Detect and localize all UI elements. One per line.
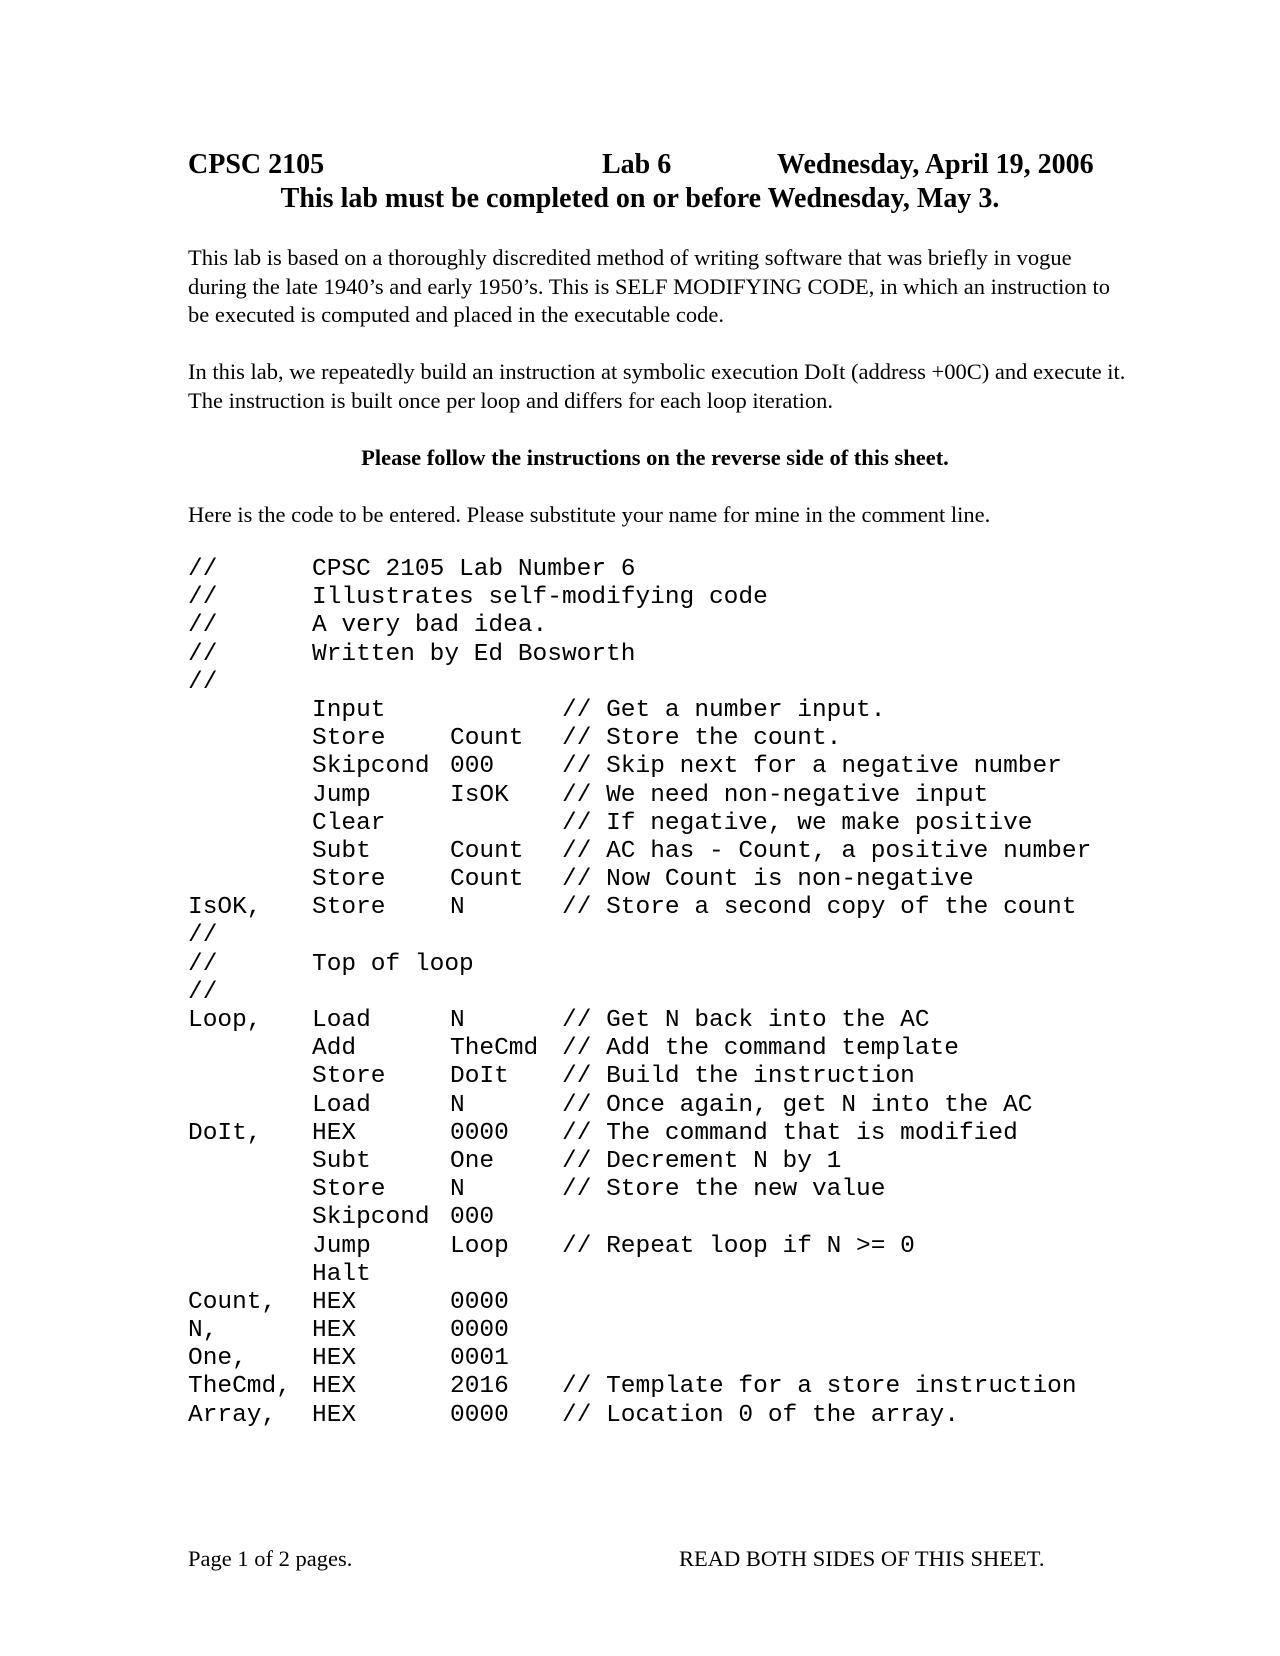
code-operand: DoIt <box>450 1063 509 1091</box>
code-label: // <box>188 978 218 1006</box>
code-operand: TheCmd <box>450 1035 539 1063</box>
code-label: // <box>188 668 218 696</box>
code-operand: 0000 <box>450 1119 509 1147</box>
code-line <box>188 641 1138 669</box>
code-operation: Skipcond <box>312 753 430 781</box>
code-label: Loop, <box>188 1007 262 1034</box>
code-line <box>188 922 1138 950</box>
code-operation: Subt <box>312 837 371 865</box>
code-line <box>188 725 1138 753</box>
code-comment: // Location 0 of the array. <box>562 1401 959 1429</box>
code-comment: // Store the new value <box>562 1176 886 1204</box>
code-line <box>188 753 1138 781</box>
code-label: // <box>188 922 218 950</box>
code-line <box>188 1261 1138 1289</box>
code-operation: Store <box>312 1063 386 1091</box>
code-label: // <box>188 584 218 612</box>
code-operation: Store <box>312 866 386 894</box>
code-operation: Input <box>312 696 386 724</box>
code-line <box>188 584 1138 612</box>
code-comment: // The command that is modified <box>562 1119 1018 1147</box>
code-line <box>188 1373 1138 1401</box>
code-operation: A very bad idea. <box>312 612 548 640</box>
code-operand: One <box>450 1147 495 1175</box>
code-comment: // Store a second copy of the count <box>562 894 1077 922</box>
code-comment: // Get N back into the AC <box>562 1007 930 1034</box>
code-operation: Written by Ed Bosworth <box>312 640 636 668</box>
code-comment: // Skip next for a negative number <box>562 753 1062 781</box>
code-comment: // Now Count is non-negative <box>562 866 974 894</box>
code-operand: 0001 <box>450 1345 509 1373</box>
code-operand: Count <box>450 866 524 894</box>
code-operand: 2016 <box>450 1373 509 1401</box>
code-operand: Count <box>450 837 524 865</box>
code-label: // <box>188 640 218 668</box>
footer-reminder: READ BOTH SIDES OF THIS SHEET. <box>679 1546 1045 1571</box>
code-line <box>188 1345 1138 1373</box>
code-line <box>188 1120 1138 1148</box>
code-operand: Count <box>450 725 524 753</box>
code-label: DoIt, <box>188 1119 262 1147</box>
lab-number: Lab 6 <box>602 149 672 180</box>
code-comment: // Store the count. <box>562 725 842 753</box>
description-paragraph: In this lab, we repeatedly build an instruction at symbolic execution DoIt (address +00C) and execute it. The instruction is built once per loop and differs for each loop iteration. <box>188 359 1126 413</box>
lab-date: Wednesday, April 19, 2006 <box>777 149 1094 180</box>
code-comment: // Get a number input. <box>562 696 886 724</box>
code-operation: HEX <box>312 1317 357 1345</box>
code-line <box>188 838 1138 866</box>
code-operation: Jump <box>312 781 371 809</box>
code-line <box>188 556 1138 584</box>
code-operation: HEX <box>312 1288 357 1316</box>
code-operand: N <box>450 1007 465 1034</box>
code-line <box>188 1317 1138 1345</box>
code-label: // <box>188 950 218 978</box>
code-listing <box>188 556 1138 1430</box>
code-line <box>188 1402 1138 1430</box>
code-operand: 0000 <box>450 1288 509 1316</box>
code-line <box>188 612 1138 640</box>
code-line <box>188 1176 1138 1204</box>
code-operand: N <box>450 1091 465 1119</box>
code-operand: 000 <box>450 1204 495 1232</box>
code-operation: HEX <box>312 1373 357 1401</box>
code-operation: CPSC 2105 Lab Number 6 <box>312 556 636 583</box>
code-comment: // If negative, we make positive <box>562 809 1033 837</box>
code-operation: HEX <box>312 1401 357 1429</box>
code-operation: Illustrates self-modifying code <box>312 584 768 612</box>
code-line <box>188 1063 1138 1091</box>
code-operand: IsOK <box>450 781 509 809</box>
course-title: CPSC 2105 <box>188 149 325 180</box>
code-line <box>188 782 1138 810</box>
code-line <box>188 1148 1138 1176</box>
code-label: Array, <box>188 1401 277 1429</box>
intro-paragraph: This lab is based on a thoroughly discredited method of writing software that was briefly in vogue during the late 1940’s and early 1950’s. This is SELF MODIFYING CODE, in which an instruction to be executed is computed and placed in the executable code. <box>188 245 1111 327</box>
code-line <box>188 669 1138 697</box>
code-intro-paragraph: Here is the code to be entered. Please substitute your name for mine in the comment line. <box>188 502 991 527</box>
code-line <box>188 1204 1138 1232</box>
code-comment: // AC has - Count, a positive number <box>562 837 1092 865</box>
reverse-side-notice: Please follow the instructions on the reverse side of this sheet. <box>361 445 949 470</box>
code-label: // <box>188 612 218 640</box>
code-operation: Store <box>312 894 386 922</box>
code-operation: Store <box>312 725 386 753</box>
code-label: IsOK, <box>188 894 262 922</box>
code-label: // <box>188 556 218 583</box>
code-operand: Loop <box>450 1232 509 1260</box>
code-operation: Skipcond <box>312 1204 430 1232</box>
code-operand: 000 <box>450 753 495 781</box>
code-label: N, <box>188 1317 218 1345</box>
code-comment: // Template for a store instruction <box>562 1373 1077 1401</box>
code-operation: Load <box>312 1091 371 1119</box>
code-operation: Load <box>312 1007 371 1034</box>
code-operation: Halt <box>312 1260 371 1288</box>
code-line <box>188 697 1138 725</box>
code-line <box>188 1092 1138 1120</box>
code-comment: // We need non-negative input <box>562 781 989 809</box>
code-operand: 0000 <box>450 1317 509 1345</box>
code-comment: // Once again, get N into the AC <box>562 1091 1033 1119</box>
code-line <box>188 951 1138 979</box>
code-operand: N <box>450 1176 465 1204</box>
code-line <box>188 866 1138 894</box>
code-line <box>188 1035 1138 1063</box>
page-number: Page 1 of 2 pages. <box>188 1546 353 1571</box>
code-operation: HEX <box>312 1345 357 1373</box>
code-line <box>188 1233 1138 1261</box>
code-operation: Add <box>312 1035 357 1063</box>
code-operand: N <box>450 894 465 922</box>
code-line <box>188 810 1138 838</box>
code-operand: 0000 <box>450 1401 509 1429</box>
code-comment: // Repeat loop if N >= 0 <box>562 1232 915 1260</box>
deadline-heading: This lab must be completed on or before Wednesday, May 3. <box>280 183 1000 214</box>
code-operation: Top of loop <box>312 950 474 978</box>
code-line <box>188 894 1138 922</box>
code-line <box>188 979 1138 1007</box>
code-operation: Jump <box>312 1232 371 1260</box>
code-operation: Subt <box>312 1147 371 1175</box>
code-comment: // Add the command template <box>562 1035 959 1063</box>
code-comment: // Decrement N by 1 <box>562 1147 842 1175</box>
code-comment: // Build the instruction <box>562 1063 915 1091</box>
code-label: One, <box>188 1345 247 1373</box>
code-operation: Clear <box>312 809 386 837</box>
code-line <box>188 1289 1138 1317</box>
code-label: Count, <box>188 1288 277 1316</box>
code-label: TheCmd, <box>188 1373 291 1401</box>
code-operation: Store <box>312 1176 386 1204</box>
code-operation: HEX <box>312 1119 357 1147</box>
code-line <box>188 1007 1138 1035</box>
